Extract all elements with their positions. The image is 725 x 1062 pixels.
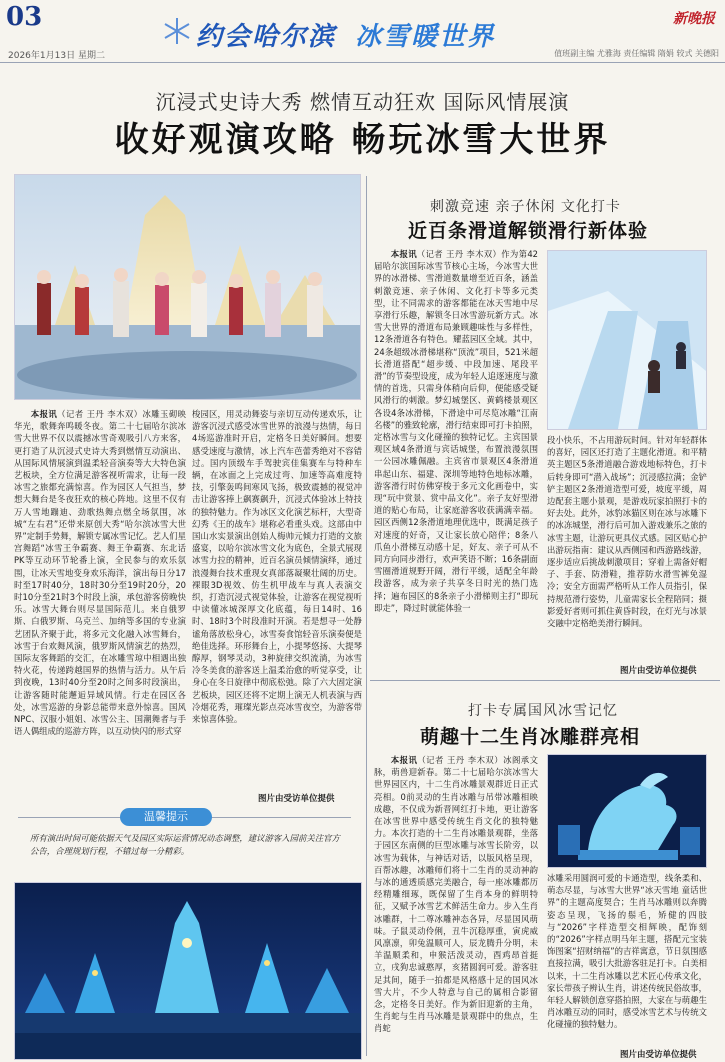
article1-byline: （记者 王丹 李木双） — [57, 409, 143, 419]
article3-lead: 本报讯 — [390, 755, 418, 765]
article3-title: 萌趣十二生肖冰雕群亮相 — [420, 726, 641, 748]
article2-column1 — [374, 248, 538, 674]
article2-lead: 本报讯 — [390, 249, 417, 259]
headline-title: 收好观演攻略 畅玩冰雪大世界 — [114, 120, 611, 160]
section-divider — [370, 680, 720, 681]
ice-castle-night-photo — [14, 882, 362, 1060]
article3-column2 — [547, 872, 707, 1046]
article3-subtitle: 打卡专属国风冰雪记忆 — [468, 703, 618, 719]
ice-slide-photo — [547, 250, 707, 430]
zodiac-ice-sculpture-photo — [547, 754, 707, 868]
article1-body2: 梭园区，用灵动舞姿与亲切互动传递欢乐，让游客沉浸式感受冰雪世界的浪漫与热情，每日4场巡游准时开启，定格冬日美好瞬间。想要感受速度与激情，冰上汽车芭蕾秀绝对不容错过。国内顶级车手驾驶宾佳集赛车与特种车辆，在冰面之上完成过弯、加速等高难度特技，引擎轰鸣间寒风飞扬，极致震撼的视觉冲击让游客捧上飙赛飙升，沉浸式体验冰上特技的独特魅力。作为冰区文化演艺标杆，大型奇幻秀《王的战车》堪称必看重头戏。这部由中国山水实景演出创始人梅帅元倾力打造的文旅盛宴，以哈尔滨冰雪文化为底色，全景式展现冰雪力拉的精神，近百名演员倾情演绎，通过浪漫舞台技术重现女真部落凝聚壮阔的历史。裸眼3D视效、仿生机甲战车与真人表演交织，打造沉浸式视觉体验，让游客在视觉视听中读懂冰城深厚文化底蕴，每日14时、16时、18时3个时段准时开演。若是想寻一处静谧角落放松身心，冰雪奏食馆轻音乐演奏便是绝佳选择。环形舞台上，小提琴悠扬、大提琴醇厚，钢琴灵动，3种旋律交织流淌，为冰雪冷冬美食的游客送上温柔治愈的听觉享受，让身心在冬日旋律中彻底松弛。除了六大固定演艺板块，园区还将不定期上演无人机表演与西冷烟花秀，璀璨光影点亮冰雪夜空，为游客带来惊喜体验。 — [192, 409, 362, 725]
article2-byline: （记者 王丹 李木双） — [416, 249, 502, 259]
issue-date: 2026年1月13日 星期二 — [8, 51, 105, 61]
article3-byline: （记者 王丹 李木双） — [417, 755, 504, 765]
article2-column2 — [547, 434, 707, 648]
header-divider — [0, 62, 725, 63]
article3-body1: 冰阁承文脉，萌兽迎新春。第二十七届哈尔滨冰雪大世界园区内，十二生肖冰雕景观群近日正式亮相。0前灵动的生肖冰雕与吊带冰雕相映成趣，不仅成为新晋网红打卡地，更让游客在冰雪世界中感受传统生肖文化的独特魅力。本次打造的十二生肖冰雕景观群，坐落于园区东南侧的巨型冰雕与冰雪长阶旁，以冰雪为载体，与神话对话，以版风格呈现，百帮冰趣，冰雕师们将十二生肖的灵动神韵与冰的通透质感完美融合，每一座冰雕都历经精雕细琢，既保留了生肖本身的鲜明特征，又赋予冰雪艺术鲜活生命力。步入生肖冰雕群，十二尊冰雕神态各异，尽显国风萌味。子鼠灵动伶俐，丑牛沉稳厚重，寅虎威风凛凛，卯兔温顺可人，辰龙腾升分明，未羊温顺柔和，申猴活泼灵动，酉鸡昂首挺立，戌狗忠诚憨厚，亥猪圆润可爱。游客驻足其间，随手一拍都是风格感十足的国风冰雪大片，不少人特意与自己的属相合影留念，定格冬日美好。作为新旧迎新的主角，生肖蛇与生肖马冰雕是景观群中的焦点，生肖蛇 — [374, 755, 538, 1034]
article2-body2: 段小快乐，不占用游玩时间。针对年轻群体的喜好，园区还打造了主题化滑道。和平精英主题区5条滑道融合游戏地标特色，打卡后转身即可“潜入战场”；沉浸感拉满；金铲铲主题区2条滑道造型可爱，坡度平缓，周边配套主题小景观，是游戏玩家拍照打卡的好去处。此外，冰豹冰猫区则在冰与冰雕下的冰冻城堡，滑行后可加入游戏兼乐之旅的冰雪主题，让游玩更具仪式感。园区贴心护出游玩指南：建议从西侧园和西游路线游，逐步适应后挑战刺激项目；穿着上需备好帽子、手套、防滑鞋，推荐防水滑雪裤免湿冷；安全方面需严格听从工作人员指引，保持规范滑行姿势，儿童需家长全程陪同；摄影爱好者则可抓住黄昏时段，在灯光与冰景交融中定格绝美滑行瞬间。 — [547, 435, 707, 629]
newspaper-logo: 新晚报 — [673, 11, 715, 27]
article1-column2 — [192, 408, 362, 788]
banner-text-a: 约会哈尔滨 — [196, 22, 337, 52]
article1-lead: 本报讯 — [30, 409, 58, 419]
article2-title: 近百条滑道解锁滑行新体验 — [408, 220, 649, 242]
article1-photo-credit: 图片由受访单位提供 — [258, 794, 335, 804]
tips-text: 所有演出时间可能依据天气及园区实际运营情况动态调整，建议游客入园前关注官方公告，合理规划行程，不错过每一分精彩。 — [30, 833, 340, 856]
article2-photo-credit: 图片由受访单位提供 — [620, 666, 697, 676]
article3-column1 — [374, 754, 538, 1058]
column-divider — [366, 176, 367, 1056]
snowflake-icon — [162, 16, 192, 46]
performance-photo — [14, 174, 361, 400]
editor-credits: 值班副主编 尤雅海 责任编辑 隋娟 较式 关德阳 — [554, 49, 719, 58]
article1-body1: 冰雕玉砌映华光，歌舞奔鸣暖冬夜。第二十七届哈尔滨冰雪大世界不仅以震撼冰雪奇观吸引八方来客，更打造了从沉浸式史诗大秀到燃情互动演出、从国际风情展演到温柔轻音演奏等大大特色演艺板块，全方位满足游客视听需求，让每一段冰雪之旅都充满惊喜。作为园区人气担当，梦想大舞台是冬夜狂欢的核心阵地。这里不仅有万人雪地蹦迪、劲歌热舞点燃全场氛围，冰城“左右君”还带来原创大秀“哈尔滨冰雪大世界”定制手势舞，解锁专属冰雪记忆。艺人们星宫舞蹈“冰雪王争霸赛、舞王争霸赛、东北话PK等互动环节轮番上演，全民参与的欢乐氛围，让冰天雪地变身欢乐海洋，演出每日分17时至17时40分，18时30分至19时20分，20时10分至21时3个时段上演，承包游客傍晚快乐。冰雪大舞台则尽显国际范儿。来自俄罗斯、白俄罗斯、乌克兰、加纳等多国的专业演艺团队齐聚于此，将多元文化融入冰雪舞台，冰雪于台欢舞风演，俄罗斯风情演艺的热烈，国际友客舞蹈的交汇，在冰雕雪琼中相遇出独特火花，传递跨越国界的热情与活力。从午后到夜晚，13时40分至20时之间多时段演出，让游客随时能邂逅异域风情。行走在园区各处，冰雪巡游的身影总能带来意外惊喜。国风NPC、汉服小姐姐、冰雪公主、国潮舞者与手语人偶组成的巡游方阵，以互动快闪的形式穿 — [14, 409, 186, 737]
article1-column1 — [14, 408, 186, 806]
tips-label: 温馨提示 — [120, 808, 212, 826]
article3-photo-credit: 图片由受访单位提供 — [620, 1050, 697, 1060]
headline-subtitle: 沉浸式史诗大秀 燃情互动狂欢 国际风情展演 — [155, 90, 570, 114]
page-number: 03 — [6, 2, 43, 32]
article2-subtitle: 刺激竞速 亲子休闲 文化打卡 — [430, 199, 621, 215]
header-banner — [196, 16, 495, 50]
article2-body1: 作为第42届哈尔滨国际冰雪节核心主场，今冰雪大世界的冰滑梯、雪滑道数量增至近百条，涵盖刺激竞速、亲子休闲、文化打卡等多元类型，让不同需求的游客都能在冰天雪地中尽享滑行乐趣，解锁冬日冰雪游玩新方式。冰雪大世界的滑道布局兼顾趣味性与多样性，12条滑道各有特色。耀蓝园区全域。其中，24条超级冰滑梯堪称“顶流”项目，521米超长滑道搭配“超步缓、中段加速、尾段平滑”的节奏型设度，成为年轻人追逐速度与激情的首选，只需身体稍向后仰，便能感受疑风滑行的刺激。梦幻城堡区、黄鹤楼景观区各设4条冰滑梯，下滑途中可尽览冰雕“江南名楼”的雅致轮廓，滑行结束即可打卡拍照，定格冰雪与文化碰撞的独特记忆。主宾国景观区域4条滑道与宾话城堡，布置浪漫氛围一公园冰雕佩融。主宾省市景观区4条滑道串起山东、福建、深圳等地特色地标冰雕，游客滑行时仿佛穿梭于多元文化画卷中，实现“玩中赏景、赏中品文化”。亲子友好型滑道的贴心布局，让家庭游客收获满满幸福。园区西侧12条滑道地理优选中，既满足孩子对速度的好奇，又让家长放心陪伴；8条八爪鱼小滑梯互动感十足，好友、亲子可从不同方向同步滑行，欢声笑语不断；16条副面雪圈滑道规野开阔，滑行平缓，适配全年龄段游客，成为亲子共享冬日时光的热门选择；遍布园区的8条亲子小滑梯则主打“即玩即走”，降过时就能体验一 — [374, 249, 538, 613]
banner-text-b: 冰雪暖世界 — [355, 22, 496, 52]
article3-body2: 冰雕采用圆润可爱的卡通造型，线条柔和、萌态尽显，与冰雪大世界“冰天雪地 童话世界”的主题高度契合；生肖马冰雕则以奔腾姿态呈现，飞扬的鬃毛，矫健的四肢与“2026”字样造型交相辉映，配饰刻的“2026”字样点明马年主题，搭配元宝装饰图案“招财纳福”的吉祥寓意，节日氛围感直接拉满，吸引大批游客驻足打卡。白美相以来，十二生肖冰雕以艺术匠心传承文化，家长带孩子辨认生肖，讲述传统民俗故事，年轻人解锁创意穿搭拍照，大家在与萌趣生肖冰雕互动的同时，感受冰雪艺术与传统文化碰撞的独特魅力。 — [547, 873, 707, 1030]
